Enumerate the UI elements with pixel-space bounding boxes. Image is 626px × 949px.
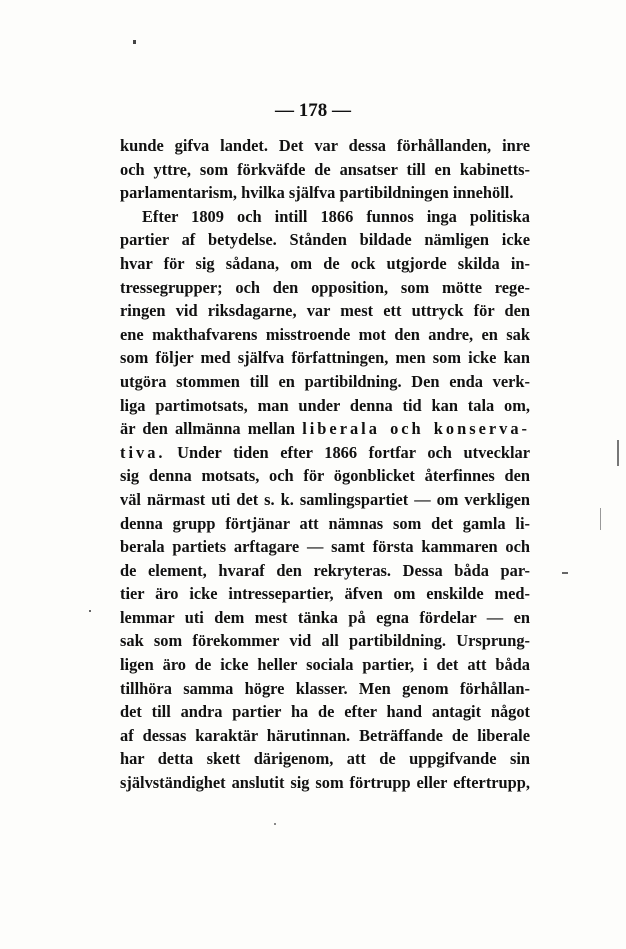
margin-mark [617, 440, 619, 466]
text-line: af dessas karaktär härutinnan. Beträffande de liberale [120, 725, 530, 745]
text-line: Efter 1809 och intill 1866 funnos inga politiska [142, 206, 530, 226]
text-line: de element, hvaraf den rekryteras. Dessa båda par- [120, 560, 530, 580]
body-text [120, 134, 530, 795]
ink-speck [89, 610, 91, 612]
text-line: ringen vid riksdagarne, var mest ett uttryck för den [120, 301, 530, 321]
text-line: kunde gifva landet. Det var dessa förhållanden, inre [120, 136, 530, 155]
text-line: väl närmast uti det s. k. samlingspartiet — om verkligen [120, 489, 530, 509]
text-line: partier af betydelse. Stånden bildade nämligen icke [120, 230, 530, 250]
ink-speck [133, 40, 136, 44]
text-line: ligen äro de icke heller sociala partier, i det att båda [120, 655, 530, 675]
text-line: parlamentarism, hvilka själfva partibildningen innehöll. [120, 183, 514, 203]
text-line: som följer med själfva författningen, men som icke kan [120, 348, 530, 368]
text-line: berala partiets arftagare — samt första kammaren och [120, 537, 530, 557]
text-line: sak som förekommer vid all partibildning. Ursprung- [120, 631, 530, 651]
text-line: det till andra partier ha de efter hand antagit något [120, 702, 530, 722]
text-line-spaced [120, 417, 530, 441]
text-segment-spaced: tiva. [120, 442, 166, 462]
text-line: sig denna motsats, och för ögonblicket återfinnes den [120, 466, 530, 486]
text-line: har detta skett därigenom, att de uppgifvande sin [120, 749, 530, 769]
text-segment: är den allmänna mellan [120, 419, 303, 439]
text-line: tillhöra samma högre klasser. Men genom förhållan- [120, 678, 530, 698]
text-line: hvar för sig sådana, om de ock utgjorde skilda in- [120, 253, 530, 273]
margin-mark [600, 508, 601, 530]
ink-speck [562, 572, 568, 574]
text-segment: Under tiden efter 1866 fortfar och utvecklar [165, 442, 530, 462]
text-line-spaced [120, 441, 530, 465]
ink-speck [274, 823, 276, 825]
page-number: — 178 — [275, 100, 351, 121]
text-line: tressegrupper; och den opposition, som mötte rege- [120, 277, 530, 297]
text-line: lemmar uti dem mest tänka på egna fördelar — en [120, 607, 530, 627]
text-line: självständighet anslutit sig som förtrupp eller eftertrupp, [120, 773, 530, 793]
text-line: ene makthafvarens misstroende mot den andre, en sak [120, 324, 530, 344]
text-line: denna grupp förtjänar att nämnas som det gamla li- [120, 513, 530, 533]
text-line: tier äro icke intressepartier, äfven om enskilde med- [120, 584, 530, 604]
text-line: utgöra stommen till en partibildning. Den enda verk- [120, 371, 530, 391]
text-segment-spaced: liberala och konserva- [302, 419, 531, 439]
text-line: och yttre, som förkväfde de ansatser till en kabinetts- [120, 159, 530, 179]
text-line: liga partimotsats, man under denna tid kan tala om, [120, 395, 530, 415]
